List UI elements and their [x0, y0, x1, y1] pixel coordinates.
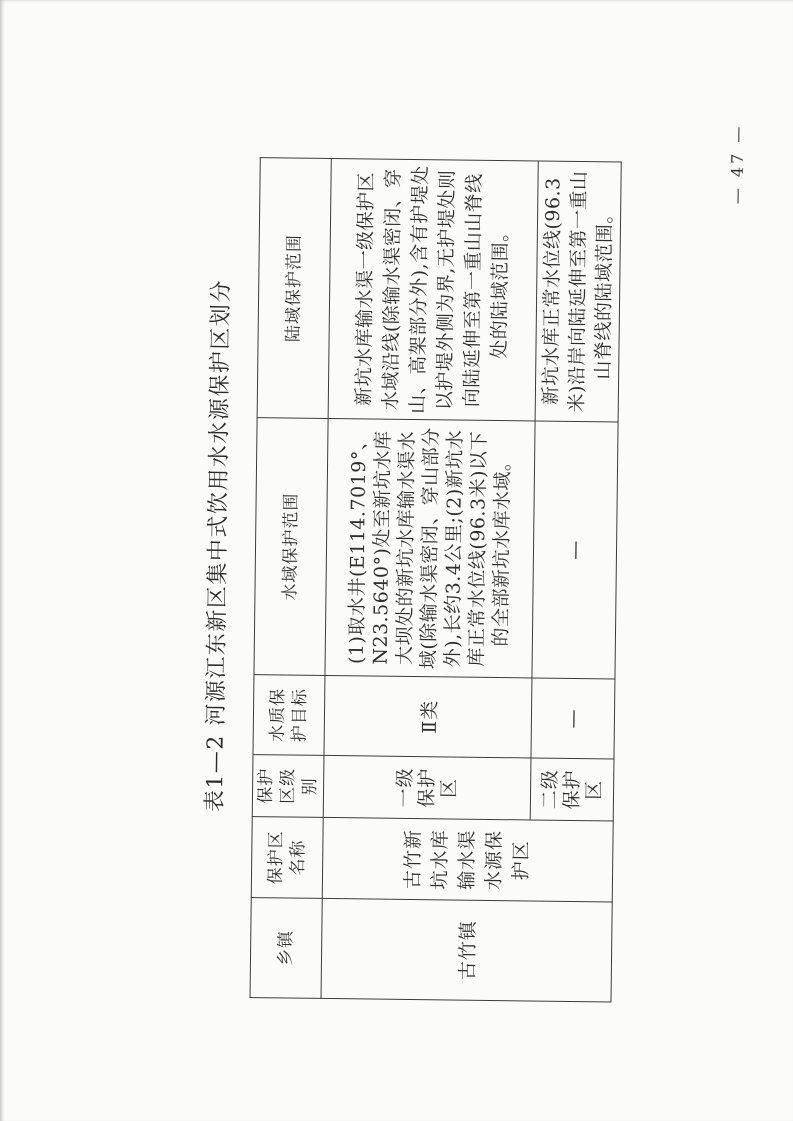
cell-water-scope-grade1: (1)取水井(E114.7019°、N23.5640°)处至新坑水库大坝处的新坑水库输水渠水域(除输水渠密闭、穿山部分外),长约3.4公里;(2)新坑水库正常水位线(96.3米)以下的全部新坑水库水域。 — [325, 418, 535, 678]
cell-quality-target-grade1: Ⅱ类 — [324, 675, 532, 758]
cell-area-name: 古竹新坑水库输水渠水源保护区 — [322, 817, 613, 902]
header-protection-level: 保护 区级 别 — [252, 755, 324, 818]
cell-level-grade2: 二级保护区 — [530, 758, 614, 821]
header-land-scope: 陆域保护范围 — [257, 158, 331, 419]
table-header-row — [250, 158, 331, 999]
cell-level-grade1: 一级保护区 — [323, 755, 531, 820]
header-water-scope: 水域保护范围 — [254, 418, 328, 676]
page-number: — 47 — — [727, 123, 748, 205]
cell-land-scope-grade1: 新坑水库输水渠一级保护区水域沿线(除输水渠密闭、穿山、高架部分外),含有护堤处以护堤外侧为界,无护堤处则向陆延伸至第一重山山脊线处的陆域范围。 — [328, 158, 538, 421]
cell-quality-target-grade2: — — [531, 678, 615, 759]
header-township: 乡镇 — [250, 898, 322, 999]
header-quality-target: 水质保 护目标 — [253, 675, 325, 756]
protection-table — [250, 157, 622, 1002]
header-area-name: 保护区 名称 — [251, 817, 323, 899]
cell-land-scope-grade2: 新坑水库正常水位线(96.3米)沿岸向陆延伸至第一重山山脊线的陆域范围。 — [535, 161, 621, 422]
table-row — [321, 158, 538, 1000]
page-title: 表1—2 河源江东新区集中式饮用水水源保护区划分 — [202, 278, 235, 813]
cell-water-scope-grade2: — — [532, 421, 618, 679]
cell-township: 古竹镇 — [321, 898, 612, 1002]
